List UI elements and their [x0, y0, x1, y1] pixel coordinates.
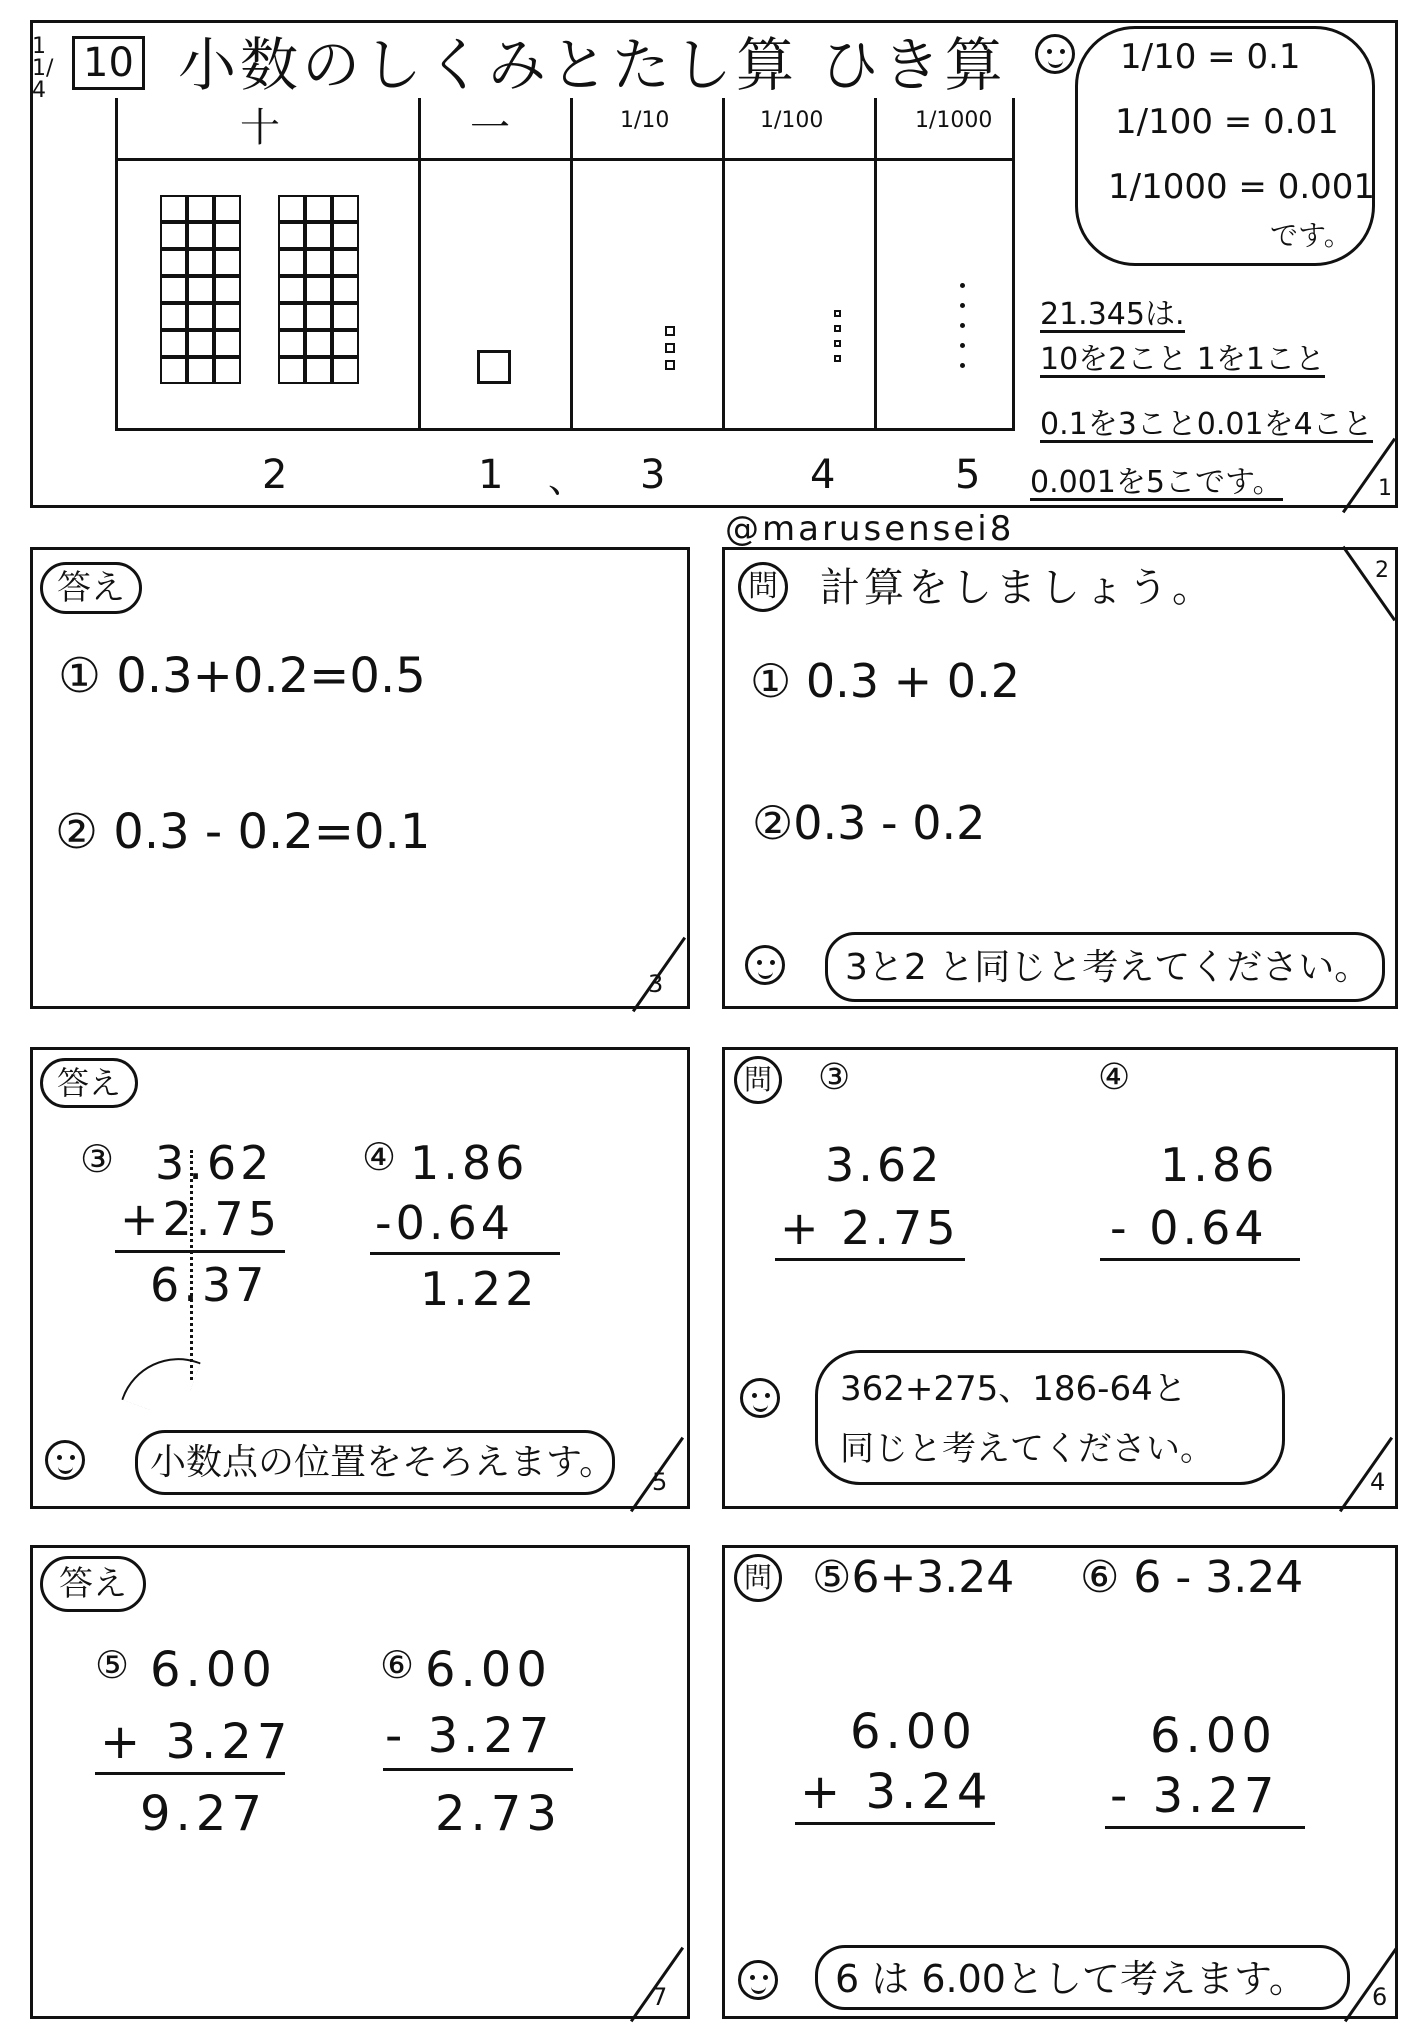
panel-number-4: 4	[1370, 1468, 1386, 1496]
problem-4-number: ④	[362, 1135, 397, 1179]
page-corner-4	[1335, 1445, 1395, 1505]
answer-label: 答え	[40, 1058, 138, 1108]
panel-7	[30, 1545, 690, 2019]
lesson-number: 10	[72, 36, 145, 90]
header-thousandths: 1/1000	[915, 108, 993, 133]
header-tens: 十	[240, 105, 280, 151]
answer-2: ② 0.3 - 0.2=0.1	[55, 804, 431, 860]
question-label: 問	[734, 1056, 782, 1104]
note-line-2: 1/100 = 0.01	[1115, 102, 1339, 142]
problem-4-number: ④	[1098, 1057, 1131, 1098]
hundredths-square	[834, 355, 841, 362]
answer-1: ① 0.3+0.2=0.5	[58, 648, 426, 704]
decimal-alignment-line	[190, 1150, 193, 1380]
problem-6-number: ⑥	[380, 1643, 415, 1687]
problem-5-top: 6.00	[850, 1704, 977, 1760]
panel-number-3: 3	[648, 970, 664, 998]
explanation-line-1: 21.345は.	[1040, 297, 1185, 332]
problem-3-mid: + 2.75	[780, 1201, 960, 1255]
hint-text-2: 3と2 と同じと考えてください。	[845, 947, 1371, 988]
digit-tens: 2	[262, 452, 288, 498]
problem-5-rule	[795, 1822, 995, 1825]
hint-text-5: 小数点の位置をそろえます。	[150, 1442, 616, 1483]
hint-text-4-line-1: 362+275、186-64と	[840, 1369, 1187, 1409]
hundredths-square	[834, 325, 841, 332]
smiley-face-icon	[1035, 34, 1075, 74]
problem-4-result: 1.22	[420, 1262, 539, 1316]
problem-6-result: 2.73	[435, 1786, 562, 1842]
problem-5-mid: + 3.27	[100, 1714, 293, 1770]
explanation-line-3: 0.1を3こと0.01を4こと	[1040, 407, 1373, 442]
problem-4-rule	[1100, 1258, 1300, 1261]
tens-block-1	[160, 195, 241, 384]
problem-4-top: 1.86	[410, 1136, 529, 1190]
digit-ones: 1	[478, 452, 504, 498]
digit-tenths: 3	[640, 452, 666, 498]
hundredths-square	[834, 310, 841, 317]
hint-text-4-line-2: 同じと考えてください。	[840, 1429, 1214, 1469]
question-2: ②0.3 - 0.2	[752, 796, 986, 850]
tenths-square	[665, 326, 675, 336]
panel-number-1: 1	[1378, 476, 1392, 501]
author-credit: @marusensei8	[725, 509, 1015, 549]
question-5: ⑤6+3.24	[812, 1552, 1015, 1603]
thousandths-dot	[960, 343, 965, 348]
hint-text-6: 6 は 6.00として考えます。	[835, 1957, 1307, 2001]
tens-block-2	[278, 195, 359, 384]
problem-3-rule	[775, 1258, 965, 1261]
panel-3	[30, 547, 690, 1009]
date-label: 11/4	[32, 34, 54, 103]
problem-6-rule	[1105, 1826, 1305, 1829]
decimal-point: 、	[548, 457, 587, 501]
problem-3-number: ③	[818, 1057, 851, 1098]
problem-3-mid: +2.75	[120, 1192, 281, 1246]
thousandths-dot	[960, 323, 965, 328]
note-line-1: 1/10 = 0.1	[1120, 37, 1301, 77]
note-line-4: です。	[1270, 219, 1352, 252]
problem-5-top: 6.00	[150, 1642, 277, 1698]
question-label: 問	[734, 1554, 782, 1602]
answer-label: 答え	[40, 562, 142, 614]
instruction-text: 計算をしましょう。	[820, 565, 1216, 611]
problem-4-mid: - 0.64	[1110, 1201, 1268, 1255]
problem-4-mid: -0.64	[375, 1196, 515, 1250]
problem-6-mid: - 3.27	[1110, 1768, 1280, 1824]
problem-5-result: 9.27	[140, 1786, 267, 1842]
problem-5-mid: + 3.24	[800, 1764, 993, 1820]
problem-3-number: ③	[80, 1137, 115, 1181]
problem-6-mid: - 3.27	[385, 1708, 555, 1764]
smiley-face-icon	[45, 1440, 85, 1480]
problem-3-rule	[115, 1250, 285, 1253]
digit-hundredths: 4	[810, 452, 836, 498]
tenths-square	[665, 343, 675, 353]
page-corner-2	[1338, 553, 1398, 613]
thousandths-dot	[960, 363, 965, 368]
panel-number-7: 7	[652, 1983, 668, 2011]
problem-6-top: 6.00	[425, 1642, 552, 1698]
question-label: 問	[738, 562, 788, 612]
problem-5-number: ⑤	[95, 1643, 130, 1687]
thousandths-dot	[960, 303, 965, 308]
smiley-face-icon	[738, 1960, 778, 2000]
explanation-line-4: 0.001を5こです。	[1030, 465, 1283, 500]
tenths-square	[665, 360, 675, 370]
thousandths-dot	[960, 283, 965, 288]
question-1: ① 0.3 + 0.2	[750, 654, 1020, 708]
ones-block	[477, 350, 511, 384]
header-hundredths: 1/100	[760, 108, 824, 133]
header-tenths: 1/10	[620, 108, 670, 133]
problem-6-top: 6.00	[1150, 1708, 1277, 1764]
panel-number-2: 2	[1375, 558, 1389, 583]
panel-number-6: 6	[1372, 1983, 1388, 2011]
question-6: ⑥ 6 - 3.24	[1080, 1552, 1304, 1603]
problem-4-rule	[370, 1252, 560, 1255]
smiley-face-icon	[745, 945, 785, 985]
problem-3-result: 6.37	[150, 1258, 269, 1312]
problem-3-top: 3.62	[825, 1138, 944, 1192]
problem-4-top: 1.86	[1160, 1138, 1279, 1192]
explanation-line-2: 10を2こと 1を1こと	[1040, 342, 1325, 377]
header-ones: 一	[470, 105, 510, 151]
smiley-face-icon	[740, 1378, 780, 1418]
page-corner-6	[1340, 1955, 1400, 2015]
answer-label: 答え	[40, 1556, 146, 1612]
note-line-3: 1/1000 = 0.001	[1108, 167, 1376, 207]
digit-thousandths: 5	[955, 452, 981, 498]
problem-5-rule	[95, 1772, 285, 1775]
panel-number-5: 5	[652, 1468, 668, 1496]
problem-3-top: 3.62	[155, 1136, 274, 1190]
hundredths-square	[834, 340, 841, 347]
problem-6-rule	[383, 1768, 573, 1771]
page-title: 小数のしくみとたし算 ひき算	[178, 31, 1007, 99]
